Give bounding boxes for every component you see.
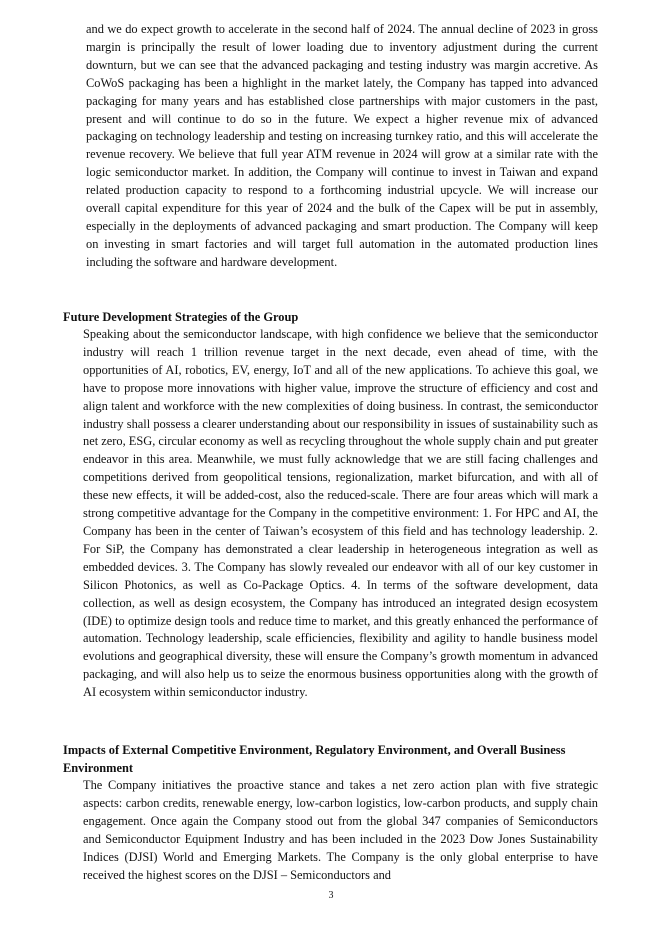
- section-body-future-development: Speaking about the semiconductor landscape, with high confidence we believe that the semiconductor industry will reach 1 trillion revenue target in the next decade, even ahead of time, with the opportunities of AI, robotics, EV, energy, IoT and all of the new applications. To achieve this goal, we have to propose more innovations with higher value, improve the structure of efficiency and cost and align talent and workforce with the new complexities of doing business. In contrast, the semiconductor industry shall possess a clearer understanding about our responsibility in issues of sustainability such as net zero, ESG, circular economy as well as recycling throughout the whole supply chain and put greater endeavor in this area. Meanwhile, we must fully acknowledge that we are still facing challenges and competitions derived from geopolitical tensions, regionalization, market bifurcation, and with all of these new effects, it will be added-cost, also the reduced-scale. There are four areas which will mark a strong competitive advantage for the Company in the competitive environment: 1. For HPC and AI, the Company has been in the center of Taiwan’s ecosystem of this field and has technology leadership. 2. For SiP, the Company has demonstrated a clear leadership in heterogeneous integration as well as embedded devices. 3. The Company has slowly revealed our endeavor with all of our key customer in Silicon Photonics, as well as Co-Package Optics. 4. In terms of the software development, data collection, as well as design ecosystem, the Company has introduced an integrated design ecosystem (IDE) to optimize design tools and reduce time to market, and this greatly enhanced the performance of automation. Technology leadership, scale efficiencies, flexibility and agility to handle business model evolutions and geographical diversity, these will ensure the Company’s growth momentum in advanced packaging, and will also help us to seize the enormous business opportunities along with the growth of AI ecosystem within semiconductor industry.: [83, 327, 598, 700]
- page-number: 3: [328, 890, 334, 901]
- section-heading-future-development: Future Development Strategies of the Group: [63, 310, 299, 324]
- section-body-external-impacts: The Company initiatives the proactive stance and takes a net zero action plan with five strategic aspects: carbon credits, renewable energy, low-carbon logistics, low-carbon products, and supply chain engagement. Once again the Company stood out from the global 347 companies of Semiconductors and Semiconductor Equipment Industry and has been included in the 2023 Dow Jones Sustainability Indices (DJSI) World and Emerging Markets. The Company is the only global enterprise to have received the highest scores on the DJSI – Semiconductors and: [83, 778, 598, 882]
- section-heading-external-impacts: Impacts of External Competitive Environment, Regulatory Environment, and Overall Business Environment: [63, 743, 566, 775]
- intro-paragraph: and we do expect growth to accelerate in the second half of 2024. The annual decline of 2023 in gross margin is principally the result of lower loading due to inventory adjustment during the current downturn, but we can see that the advanced packaging and testing industry was margin accretive. As CoWoS packaging has been a highlight in the market lately, the Company has tapped into advanced packaging for many years and has established close partnerships with major customers in the past, present and will continue to do so in the future. We expect a higher revenue mix of advanced packaging on technology leadership and testing on increasing turnkey ratio, and this will accelerate the revenue recovery. We believe that full year ATM revenue in 2024 will grow at a similar rate with the logic semiconductor market. In addition, the Company will continue to invest in Taiwan and expand related production capacity to respond to a forthcoming industrial upcycle. We will increase our overall capital expenditure for this year of 2024 and the bulk of the Capex will be put in assembly, especially in the deployments of advanced packaging and smart production. The Company will keep on investing in smart factories and will target full automation in the automated production lines including the software and hardware development.: [86, 22, 598, 269]
